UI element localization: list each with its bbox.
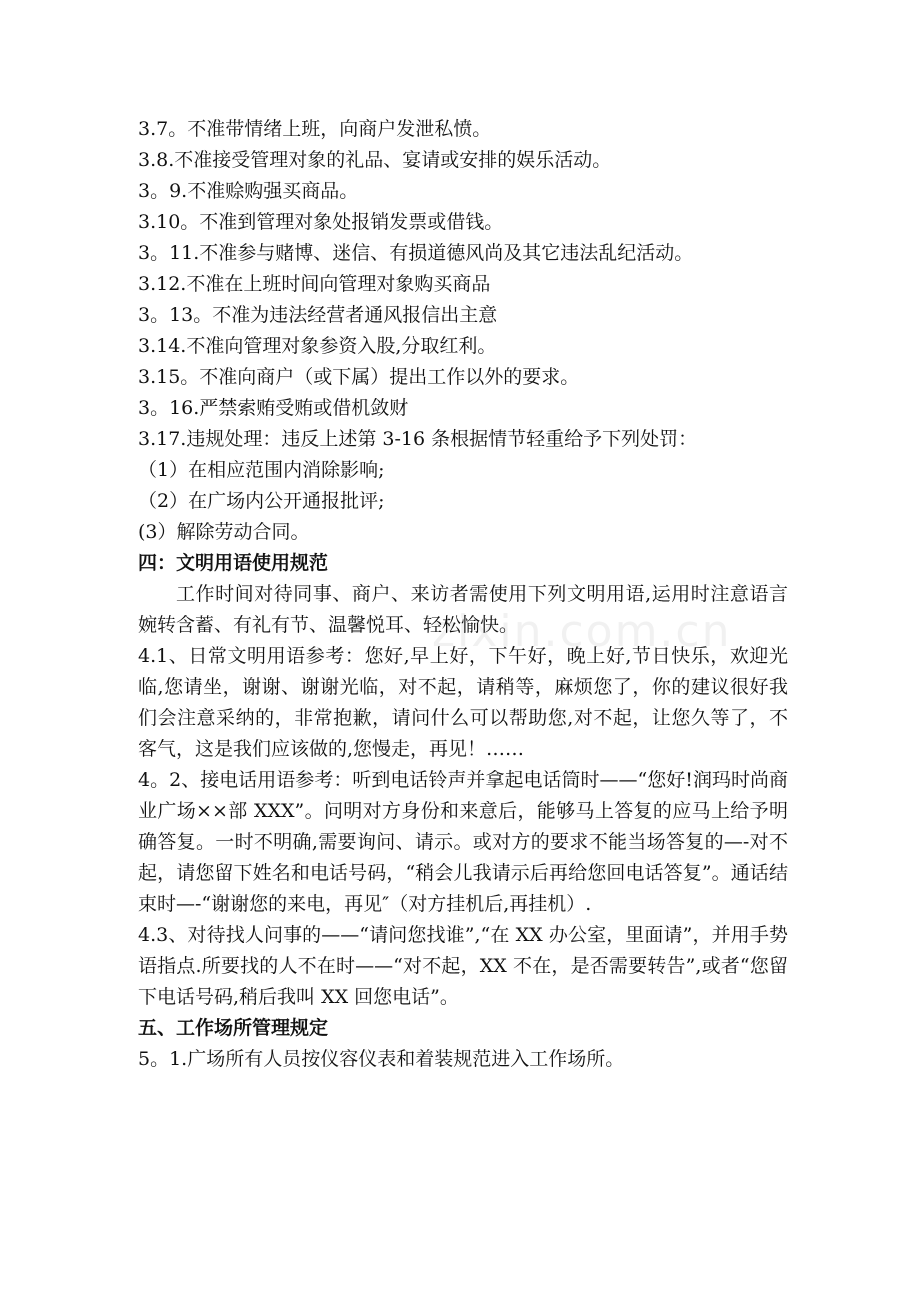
rule-3-13: 3。13。不准为违法经营者通风报信出主意 <box>138 304 498 326</box>
rule-3-10: 3.10。不准到管理对象处报销发票或借钱。 <box>138 211 504 233</box>
rule-3-14: 3.14.不准向管理对象参资入股,分取红利。 <box>138 335 497 357</box>
rule-3-9: 3。9.不准赊购强买商品。 <box>138 180 359 202</box>
penalty-2: （2）在广场内公开通报批评; <box>138 490 385 512</box>
section-4-heading: 四：文明用语使用规范 <box>138 552 329 574</box>
penalty-3: (3）解除劳动合同。 <box>138 521 310 543</box>
section-5-heading: 五、工作场所管理规定 <box>138 1017 329 1039</box>
section-4-3: 4.3、对待找人问事的——“请问您找谁”,“在 XX 办公室，里面请”，并用手势语指点.所要找的人不在时——“对不起，XX 不在，是否需要转告”,或者“您留下电话号码,稍后我叫 XX 回您电话”。 <box>138 924 788 1008</box>
section-4-intro: 工作时间对待同事、商户、来访者需使用下列文明用语,运用时注意语言婉转含蓄、有礼有节、温馨悦耳、轻松愉快。 <box>138 583 788 636</box>
document-body <box>138 114 788 1075</box>
rule-3-11: 3。11.不准参与赌博、迷信、有损道德风尚及其它违法乱纪活动。 <box>138 242 694 264</box>
penalty-1: （1）在相应范围内消除影响; <box>138 459 385 481</box>
rule-3-12: 3.12.不准在上班时间向管理对象购买商品 <box>138 273 491 295</box>
rule-3-17: 3.17.违规处理：违反上述第 3-16 条根据情节轻重给予下列处罚： <box>138 428 698 450</box>
rule-3-7: 3.7。不准带情绪上班，向商户发泄私愤。 <box>138 118 492 140</box>
section-4-2: 4。2、接电话用语参考：听到电话铃声并拿起电话筒时——“您好!润玛时尚商业广场××部 XXX”。问明对方身份和来意后，能够马上答复的应马上给予明确答复。一时不明确,需要询问、请示。或对方的要求不能当场答复的—-对不起，请您留下姓名和电话号码，“稍会儿我请示后再给您回电话答复”。通话结束时—-“谢谢您的来电，再见″（对方挂机后,再挂机）. <box>138 769 788 915</box>
watermark-text: zixin.com.cn <box>432 606 732 657</box>
rule-3-15: 3.15。不准向商户（或下属）提出工作以外的要求。 <box>138 366 580 388</box>
rule-3-16: 3。16.严禁索贿受贿或借机敛财 <box>138 397 409 419</box>
rule-3-8: 3.8.不准接受管理对象的礼品、宴请或安排的娱乐活动。 <box>138 149 612 171</box>
section-4-1: 4.1、日常文明用语参考：您好,早上好，下午好，晚上好,节日快乐，欢迎光临,您请坐，谢谢、谢谢光临，对不起，请稍等，麻烦您了，你的建议很好我们会注意采纳的，非常抱歉，请问什么可以帮助您,对不起，让您久等了，不客气，这是我们应该做的,您慢走，再见！…… <box>138 645 788 760</box>
section-5-1: 5。1.广场所有人员按仪容仪表和着装规范进入工作场所。 <box>138 1048 625 1070</box>
